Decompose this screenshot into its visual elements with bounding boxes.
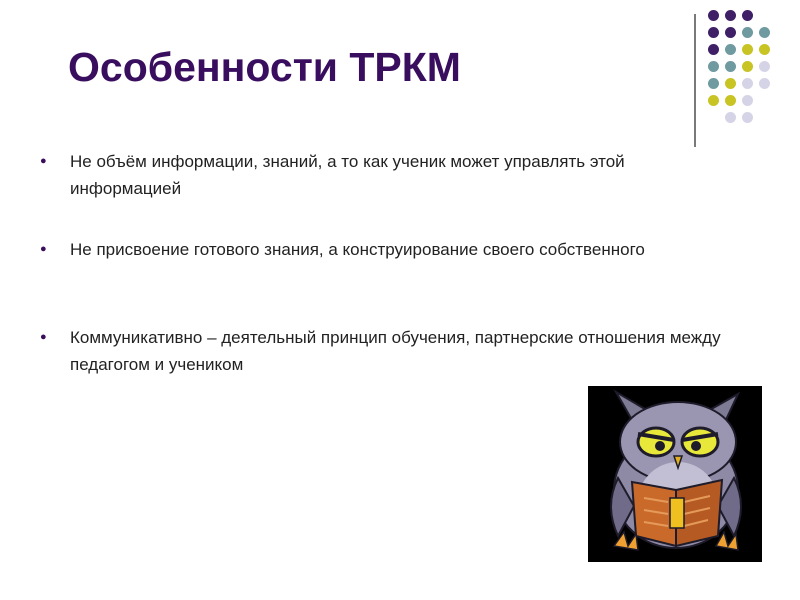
decorative-dot: [742, 95, 753, 106]
bullet-item: [40, 324, 730, 378]
decorative-dot: [742, 112, 753, 123]
bullet-item: [40, 236, 730, 263]
title-divider-line: [694, 14, 696, 147]
decorative-dot: [742, 44, 753, 55]
decorative-dot: [725, 44, 736, 55]
bullet-marker: ●: [40, 155, 47, 167]
decorative-dot: [725, 95, 736, 106]
decorative-dot: [759, 27, 770, 38]
decorative-dot-grid: [708, 10, 798, 130]
slide-title: Особенности ТРКМ: [68, 44, 461, 90]
bullet-marker: ●: [40, 331, 47, 343]
owl-reading-book-icon: [588, 386, 762, 562]
decorative-dot: [708, 27, 719, 38]
decorative-dot: [725, 10, 736, 21]
decorative-dot: [759, 61, 770, 72]
decorative-dot: [725, 78, 736, 89]
decorative-dot: [708, 95, 719, 106]
bullet-text: Не присвоение готового знания, а конструирование своего собственного: [70, 240, 645, 259]
decorative-dot: [708, 44, 719, 55]
decorative-dot: [725, 61, 736, 72]
decorative-dot: [725, 27, 736, 38]
decorative-dot: [708, 10, 719, 21]
decorative-dot: [759, 78, 770, 89]
decorative-dot: [742, 10, 753, 21]
bullet-marker: ●: [40, 243, 47, 255]
decorative-dot: [742, 61, 753, 72]
bullet-text: Не объём информации, знаний, а то как ученик может управлять этой информацией: [70, 152, 625, 198]
decorative-dot: [742, 27, 753, 38]
bullet-item: [40, 148, 730, 202]
decorative-dot: [759, 44, 770, 55]
decorative-dot: [742, 78, 753, 89]
bullet-text: Коммуникативно – деятельный принцип обучения, партнерские отношения между педагогом и учеником: [70, 328, 721, 374]
decorative-dot: [708, 61, 719, 72]
decorative-dot: [725, 112, 736, 123]
owl-illustration: [588, 386, 762, 562]
decorative-dot: [708, 78, 719, 89]
